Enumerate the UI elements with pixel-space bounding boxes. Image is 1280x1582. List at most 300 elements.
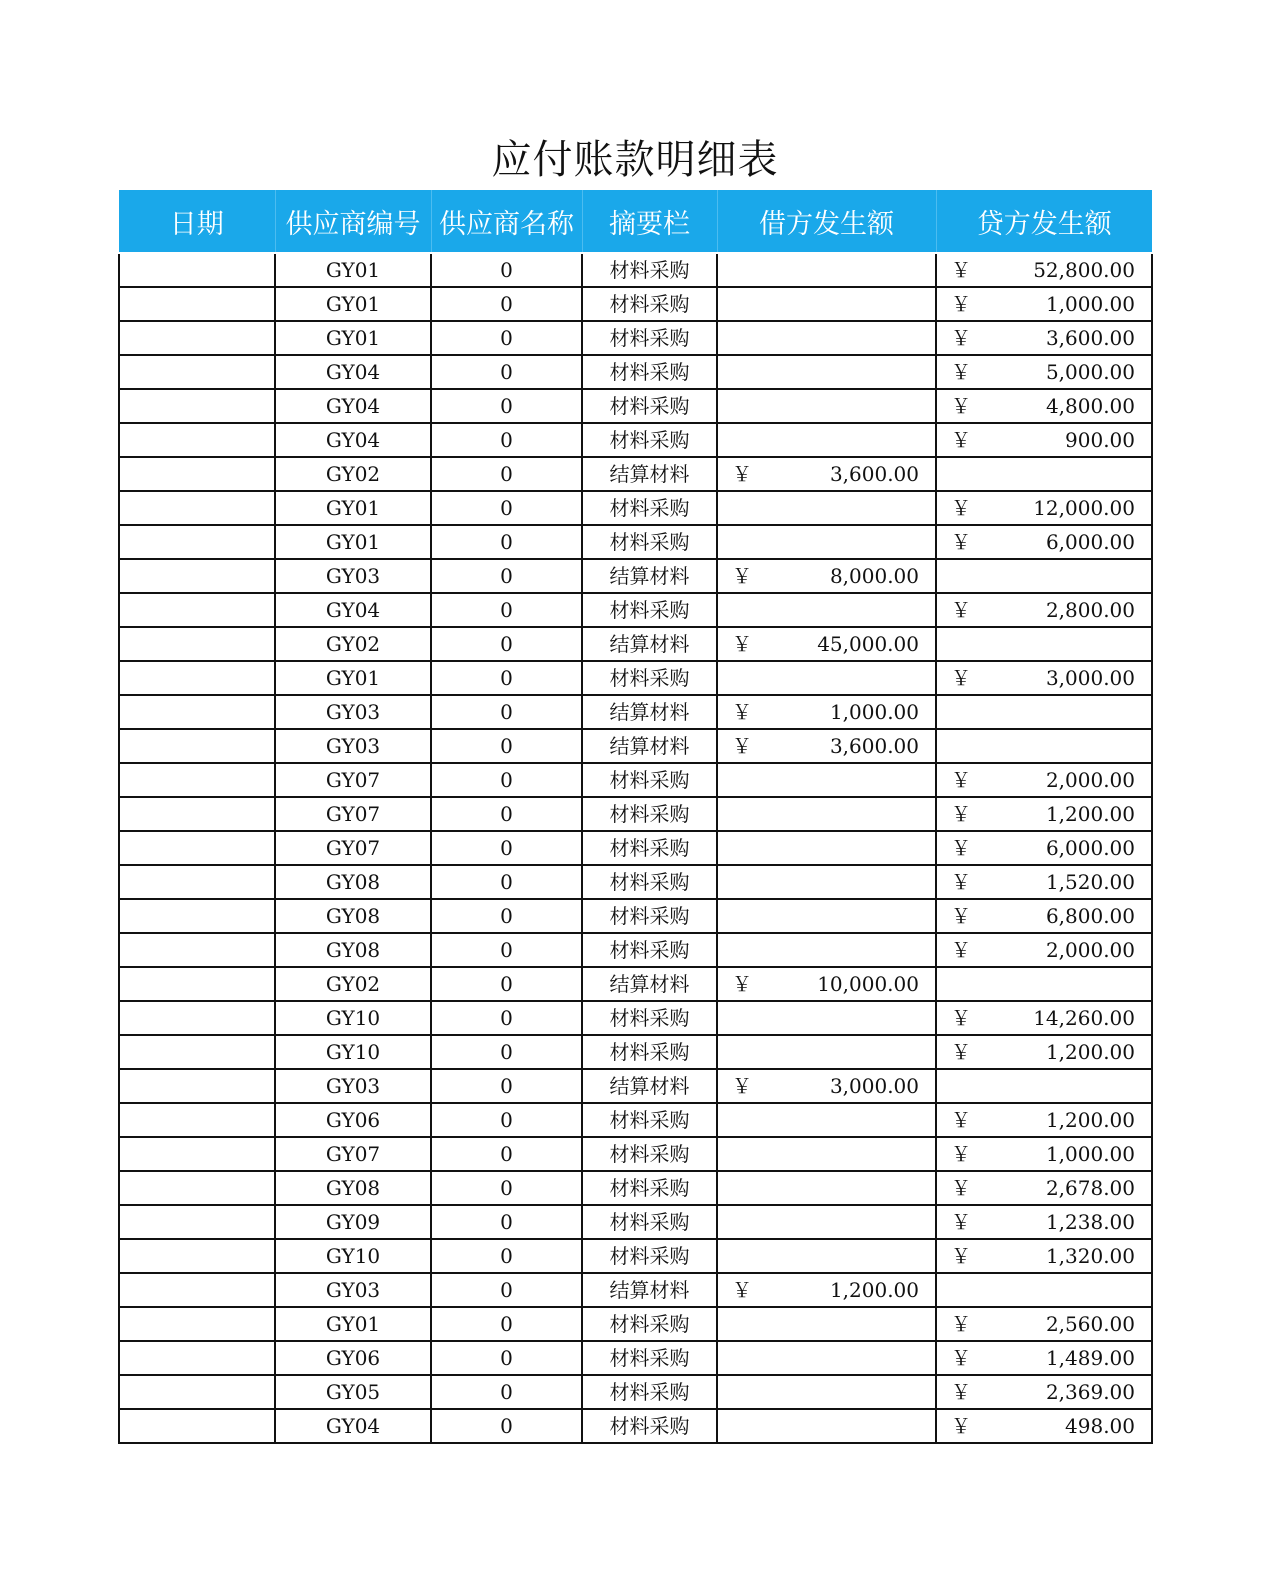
credit-currency-symbol: ￥ [951, 360, 971, 384]
supplier-name-cell[interactable]: 0 [431, 865, 582, 899]
summary-cell[interactable]: 材料采购 [582, 1205, 717, 1239]
credit-cell[interactable] [936, 1103, 1152, 1137]
date-cell[interactable] [119, 1239, 275, 1273]
supplier-code-cell[interactable]: GY04 [275, 389, 431, 423]
summary-cell[interactable]: 结算材料 [582, 1273, 717, 1307]
table-row [119, 1103, 1152, 1137]
supplier-name-cell[interactable]: 0 [431, 1069, 582, 1103]
table-row [119, 1341, 1152, 1375]
supplier-name-cell[interactable]: 0 [431, 355, 582, 389]
supplier-code-cell[interactable]: GY03 [275, 559, 431, 593]
table-row [119, 593, 1152, 627]
credit-amount: 1,000.00 [1045, 1142, 1135, 1166]
credit-currency-symbol: ￥ [951, 394, 971, 418]
supplier-name-cell[interactable]: 0 [431, 287, 582, 321]
accounts-payable-table [118, 190, 1153, 1444]
date-cell[interactable] [119, 729, 275, 763]
date-cell[interactable] [119, 1035, 275, 1069]
credit-cell[interactable] [936, 797, 1152, 831]
debit-amount: 10,000.00 [817, 972, 919, 996]
supplier-code-cell[interactable]: GY07 [275, 797, 431, 831]
supplier-name-cell[interactable]: 0 [431, 1307, 582, 1341]
date-cell[interactable] [119, 491, 275, 525]
credit-cell[interactable] [936, 1069, 1152, 1103]
debit-cell[interactable] [717, 1307, 936, 1341]
debit-cell[interactable] [717, 423, 936, 457]
credit-cell[interactable] [936, 525, 1152, 559]
date-cell[interactable] [119, 1341, 275, 1375]
date-cell[interactable] [119, 695, 275, 729]
summary-cell[interactable]: 材料采购 [582, 491, 717, 525]
credit-cell[interactable] [936, 763, 1152, 797]
date-cell[interactable] [119, 287, 275, 321]
supplier-name-cell[interactable]: 0 [431, 1035, 582, 1069]
credit-amount: 1,200.00 [1045, 802, 1135, 826]
supplier-code-cell[interactable]: GY04 [275, 355, 431, 389]
supplier-name-cell[interactable]: 0 [431, 729, 582, 763]
table-row [119, 457, 1152, 491]
supplier-name-cell[interactable]: 0 [431, 695, 582, 729]
supplier-code-cell[interactable]: GY08 [275, 899, 431, 933]
credit-currency-symbol: ￥ [951, 258, 971, 282]
date-cell[interactable] [119, 559, 275, 593]
date-cell[interactable] [119, 1069, 275, 1103]
summary-cell[interactable]: 结算材料 [582, 695, 717, 729]
date-cell[interactable] [119, 933, 275, 967]
supplier-name-cell[interactable]: 0 [431, 321, 582, 355]
credit-amount: 6,000.00 [1045, 530, 1135, 554]
summary-cell[interactable]: 材料采购 [582, 865, 717, 899]
summary-cell[interactable]: 材料采购 [582, 1307, 717, 1341]
credit-cell[interactable] [936, 1239, 1152, 1273]
table-row [119, 1409, 1152, 1443]
summary-cell[interactable]: 材料采购 [582, 525, 717, 559]
credit-amount: 1,000.00 [1045, 292, 1135, 316]
summary-cell[interactable]: 结算材料 [582, 457, 717, 491]
column-header-debit[interactable]: 借方发生额 [717, 190, 936, 253]
date-cell[interactable] [119, 1001, 275, 1035]
table-row [119, 423, 1152, 457]
column-header-supplier-name[interactable]: 供应商名称 [431, 190, 582, 253]
credit-currency-symbol: ￥ [951, 938, 971, 962]
credit-cell[interactable] [936, 627, 1152, 661]
credit-cell[interactable] [936, 1035, 1152, 1069]
supplier-name-cell[interactable]: 0 [431, 253, 582, 287]
supplier-code-cell[interactable]: GY04 [275, 1409, 431, 1443]
supplier-code-cell[interactable]: GY07 [275, 831, 431, 865]
credit-cell[interactable] [936, 559, 1152, 593]
date-cell[interactable] [119, 253, 275, 287]
supplier-name-cell[interactable]: 0 [431, 1239, 582, 1273]
supplier-code-cell[interactable]: GY08 [275, 933, 431, 967]
supplier-name-cell[interactable]: 0 [431, 1341, 582, 1375]
supplier-code-cell[interactable]: GY10 [275, 1239, 431, 1273]
credit-currency-symbol: ￥ [951, 1414, 971, 1438]
supplier-code-cell[interactable]: GY01 [275, 525, 431, 559]
supplier-name-cell[interactable]: 0 [431, 797, 582, 831]
credit-currency-symbol: ￥ [951, 768, 971, 792]
debit-cell[interactable] [717, 253, 936, 287]
credit-amount: 1,520.00 [1045, 870, 1135, 894]
supplier-code-cell[interactable]: GY07 [275, 1137, 431, 1171]
table-row [119, 1239, 1152, 1273]
debit-cell[interactable] [717, 1239, 936, 1273]
supplier-code-cell[interactable]: GY03 [275, 1069, 431, 1103]
credit-cell[interactable] [936, 355, 1152, 389]
supplier-code-cell[interactable]: GY01 [275, 491, 431, 525]
supplier-name-cell[interactable]: 0 [431, 525, 582, 559]
date-cell[interactable] [119, 1137, 275, 1171]
supplier-name-cell[interactable]: 0 [431, 1409, 582, 1443]
debit-cell[interactable] [717, 831, 936, 865]
debit-amount: 1,200.00 [829, 1278, 919, 1302]
column-header-date[interactable]: 日期 [119, 190, 275, 253]
credit-amount: 12,000.00 [1033, 496, 1135, 520]
date-cell[interactable] [119, 865, 275, 899]
debit-currency-symbol: ￥ [732, 462, 752, 486]
summary-cell[interactable]: 材料采购 [582, 1341, 717, 1375]
supplier-name-cell[interactable]: 0 [431, 1171, 582, 1205]
debit-cell[interactable] [717, 1103, 936, 1137]
debit-cell[interactable] [717, 695, 936, 729]
date-cell[interactable] [119, 593, 275, 627]
debit-cell[interactable] [717, 1409, 936, 1443]
summary-cell[interactable]: 材料采购 [582, 1171, 717, 1205]
credit-cell[interactable] [936, 695, 1152, 729]
date-cell[interactable] [119, 661, 275, 695]
debit-cell[interactable] [717, 593, 936, 627]
date-cell[interactable] [119, 1103, 275, 1137]
debit-cell[interactable] [717, 355, 936, 389]
credit-cell[interactable] [936, 729, 1152, 763]
summary-cell[interactable]: 结算材料 [582, 559, 717, 593]
summary-cell[interactable]: 材料采购 [582, 763, 717, 797]
date-cell[interactable] [119, 967, 275, 1001]
supplier-code-cell[interactable]: GY01 [275, 661, 431, 695]
credit-currency-symbol: ￥ [951, 1346, 971, 1370]
debit-cell[interactable] [717, 899, 936, 933]
supplier-code-cell[interactable]: GY06 [275, 1341, 431, 1375]
page-title: 应付账款明细表 [491, 137, 779, 183]
summary-cell[interactable]: 材料采购 [582, 321, 717, 355]
supplier-code-cell[interactable]: GY03 [275, 729, 431, 763]
debit-cell[interactable] [717, 1001, 936, 1035]
supplier-name-cell[interactable]: 0 [431, 831, 582, 865]
supplier-code-cell[interactable]: GY03 [275, 1273, 431, 1307]
summary-cell[interactable]: 材料采购 [582, 1103, 717, 1137]
supplier-name-cell[interactable]: 0 [431, 899, 582, 933]
credit-currency-symbol: ￥ [951, 1006, 971, 1030]
credit-currency-symbol: ￥ [951, 496, 971, 520]
debit-currency-symbol: ￥ [732, 972, 752, 996]
debit-cell[interactable] [717, 661, 936, 695]
debit-cell[interactable] [717, 1375, 936, 1409]
credit-cell[interactable] [936, 1375, 1152, 1409]
credit-amount: 2,800.00 [1045, 598, 1135, 622]
credit-currency-symbol: ￥ [951, 1210, 971, 1234]
summary-cell[interactable]: 结算材料 [582, 627, 717, 661]
credit-cell[interactable] [936, 933, 1152, 967]
debit-cell[interactable] [717, 321, 936, 355]
supplier-code-cell[interactable]: GY02 [275, 967, 431, 1001]
supplier-code-cell[interactable]: GY01 [275, 1307, 431, 1341]
debit-cell[interactable] [717, 559, 936, 593]
table-row [119, 559, 1152, 593]
credit-cell[interactable] [936, 1341, 1152, 1375]
supplier-name-cell[interactable]: 0 [431, 389, 582, 423]
table-row [119, 865, 1152, 899]
debit-currency-symbol: ￥ [732, 1074, 752, 1098]
credit-amount: 1,200.00 [1045, 1040, 1135, 1064]
table-row [119, 355, 1152, 389]
supplier-code-cell[interactable]: GY08 [275, 1171, 431, 1205]
credit-cell[interactable] [936, 389, 1152, 423]
credit-amount: 2,000.00 [1045, 768, 1135, 792]
supplier-name-cell[interactable]: 0 [431, 933, 582, 967]
supplier-name-cell[interactable]: 0 [431, 967, 582, 1001]
table-body [119, 253, 1152, 1443]
credit-cell[interactable] [936, 1307, 1152, 1341]
credit-cell[interactable] [936, 661, 1152, 695]
supplier-name-cell[interactable]: 0 [431, 457, 582, 491]
debit-cell[interactable] [717, 457, 936, 491]
debit-cell[interactable] [717, 525, 936, 559]
credit-cell[interactable] [936, 1273, 1152, 1307]
credit-cell[interactable] [936, 287, 1152, 321]
supplier-name-cell[interactable]: 0 [431, 627, 582, 661]
summary-cell[interactable]: 材料采购 [582, 661, 717, 695]
supplier-name-cell[interactable]: 0 [431, 1375, 582, 1409]
date-cell[interactable] [119, 1409, 275, 1443]
summary-cell[interactable]: 材料采购 [582, 831, 717, 865]
debit-cell[interactable] [717, 1205, 936, 1239]
supplier-code-cell[interactable]: GY09 [275, 1205, 431, 1239]
supplier-code-cell[interactable]: GY10 [275, 1035, 431, 1069]
credit-cell[interactable] [936, 1137, 1152, 1171]
date-cell[interactable] [119, 1307, 275, 1341]
summary-cell[interactable]: 材料采购 [582, 389, 717, 423]
debit-cell[interactable] [717, 1273, 936, 1307]
credit-amount: 2,369.00 [1045, 1380, 1135, 1404]
credit-amount: 1,320.00 [1045, 1244, 1135, 1268]
credit-cell[interactable] [936, 1409, 1152, 1443]
column-header-credit[interactable]: 贷方发生额 [936, 190, 1152, 253]
debit-cell[interactable] [717, 1171, 936, 1205]
date-cell[interactable] [119, 831, 275, 865]
supplier-code-cell[interactable]: GY03 [275, 695, 431, 729]
credit-currency-symbol: ￥ [951, 428, 971, 452]
supplier-code-cell[interactable]: GY08 [275, 865, 431, 899]
debit-cell[interactable] [717, 1341, 936, 1375]
debit-cell[interactable] [717, 1035, 936, 1069]
credit-cell[interactable] [936, 1171, 1152, 1205]
debit-amount: 1,000.00 [829, 700, 919, 724]
debit-currency-symbol: ￥ [732, 632, 752, 656]
credit-amount: 14,260.00 [1033, 1006, 1135, 1030]
supplier-name-cell[interactable]: 0 [431, 593, 582, 627]
table-row [119, 1137, 1152, 1171]
credit-amount: 2,678.00 [1045, 1176, 1135, 1200]
debit-amount: 3,600.00 [829, 734, 919, 758]
credit-currency-symbol: ￥ [951, 530, 971, 554]
debit-cell[interactable] [717, 491, 936, 525]
summary-cell[interactable]: 材料采购 [582, 287, 717, 321]
debit-cell[interactable] [717, 865, 936, 899]
table-row [119, 797, 1152, 831]
debit-amount: 3,600.00 [829, 462, 919, 486]
summary-cell[interactable]: 材料采购 [582, 933, 717, 967]
credit-currency-symbol: ￥ [951, 1040, 971, 1064]
debit-cell[interactable] [717, 1137, 936, 1171]
summary-cell[interactable]: 材料采购 [582, 1137, 717, 1171]
supplier-code-cell[interactable]: GY04 [275, 593, 431, 627]
supplier-name-cell[interactable]: 0 [431, 491, 582, 525]
credit-cell[interactable] [936, 967, 1152, 1001]
supplier-code-cell[interactable]: GY02 [275, 627, 431, 661]
supplier-name-cell[interactable]: 0 [431, 423, 582, 457]
credit-currency-symbol: ￥ [951, 870, 971, 894]
table-row [119, 1069, 1152, 1103]
debit-amount: 8,000.00 [829, 564, 919, 588]
summary-cell[interactable]: 结算材料 [582, 967, 717, 1001]
summary-cell[interactable]: 材料采购 [582, 355, 717, 389]
column-header-supplier-code[interactable]: 供应商编号 [275, 190, 431, 253]
credit-currency-symbol: ￥ [951, 1142, 971, 1166]
table-row [119, 321, 1152, 355]
summary-cell[interactable]: 材料采购 [582, 1239, 717, 1273]
date-cell[interactable] [119, 389, 275, 423]
summary-cell[interactable]: 材料采购 [582, 1375, 717, 1409]
credit-currency-symbol: ￥ [951, 1312, 971, 1336]
credit-currency-symbol: ￥ [951, 292, 971, 316]
credit-cell[interactable] [936, 321, 1152, 355]
column-header-summary[interactable]: 摘要栏 [582, 190, 717, 253]
debit-cell[interactable] [717, 627, 936, 661]
table-row [119, 525, 1152, 559]
supplier-code-cell[interactable]: GY10 [275, 1001, 431, 1035]
date-cell[interactable] [119, 423, 275, 457]
summary-cell[interactable]: 结算材料 [582, 729, 717, 763]
credit-currency-symbol: ￥ [951, 598, 971, 622]
credit-amount: 2,560.00 [1045, 1312, 1135, 1336]
supplier-code-cell[interactable]: GY01 [275, 321, 431, 355]
table-row [119, 831, 1152, 865]
summary-cell[interactable]: 材料采购 [582, 253, 717, 287]
supplier-name-cell[interactable]: 0 [431, 1001, 582, 1035]
date-cell[interactable] [119, 1205, 275, 1239]
credit-cell[interactable] [936, 457, 1152, 491]
debit-cell[interactable] [717, 967, 936, 1001]
debit-cell[interactable] [717, 797, 936, 831]
table-row [119, 661, 1152, 695]
supplier-code-cell[interactable]: GY05 [275, 1375, 431, 1409]
date-cell[interactable] [119, 321, 275, 355]
debit-cell[interactable] [717, 389, 936, 423]
supplier-name-cell[interactable]: 0 [431, 1137, 582, 1171]
credit-amount: 6,800.00 [1045, 904, 1135, 928]
credit-amount: 1,200.00 [1045, 1108, 1135, 1132]
credit-cell[interactable] [936, 1001, 1152, 1035]
credit-amount: 3,000.00 [1045, 666, 1135, 690]
credit-cell[interactable] [936, 899, 1152, 933]
credit-cell[interactable] [936, 593, 1152, 627]
credit-currency-symbol: ￥ [951, 326, 971, 350]
table-row [119, 933, 1152, 967]
supplier-name-cell[interactable]: 0 [431, 1273, 582, 1307]
debit-cell[interactable] [717, 287, 936, 321]
supplier-code-cell[interactable]: GY02 [275, 457, 431, 491]
credit-cell[interactable] [936, 865, 1152, 899]
supplier-code-cell[interactable]: GY07 [275, 763, 431, 797]
date-cell[interactable] [119, 1273, 275, 1307]
date-cell[interactable] [119, 457, 275, 491]
debit-cell[interactable] [717, 1069, 936, 1103]
credit-amount: 1,238.00 [1045, 1210, 1135, 1234]
date-cell[interactable] [119, 525, 275, 559]
summary-cell[interactable]: 材料采购 [582, 1409, 717, 1443]
debit-amount: 45,000.00 [817, 632, 919, 656]
summary-cell[interactable]: 材料采购 [582, 797, 717, 831]
credit-amount: 900.00 [1065, 428, 1135, 452]
credit-amount: 2,000.00 [1045, 938, 1135, 962]
table-row [119, 967, 1152, 1001]
supplier-code-cell[interactable]: GY01 [275, 287, 431, 321]
date-cell[interactable] [119, 797, 275, 831]
summary-cell[interactable]: 材料采购 [582, 423, 717, 457]
date-cell[interactable] [119, 1171, 275, 1205]
supplier-name-cell[interactable]: 0 [431, 1103, 582, 1137]
credit-currency-symbol: ￥ [951, 904, 971, 928]
date-cell[interactable] [119, 627, 275, 661]
credit-cell[interactable] [936, 423, 1152, 457]
date-cell[interactable] [119, 1375, 275, 1409]
table-row [119, 1273, 1152, 1307]
debit-cell[interactable] [717, 763, 936, 797]
date-cell[interactable] [119, 899, 275, 933]
credit-cell[interactable] [936, 491, 1152, 525]
summary-cell[interactable]: 材料采购 [582, 1035, 717, 1069]
table-row [119, 1171, 1152, 1205]
summary-cell[interactable]: 材料采购 [582, 593, 717, 627]
credit-cell[interactable] [936, 831, 1152, 865]
summary-cell[interactable]: 材料采购 [582, 1001, 717, 1035]
supplier-name-cell[interactable]: 0 [431, 559, 582, 593]
credit-amount: 6,000.00 [1045, 836, 1135, 860]
credit-cell[interactable] [936, 253, 1152, 287]
summary-cell[interactable]: 结算材料 [582, 1069, 717, 1103]
header-row [119, 190, 1152, 253]
supplier-name-cell[interactable]: 0 [431, 1205, 582, 1239]
table-row [119, 1205, 1152, 1239]
table-row [119, 1035, 1152, 1069]
date-cell[interactable] [119, 355, 275, 389]
supplier-code-cell[interactable]: GY04 [275, 423, 431, 457]
table-row [119, 899, 1152, 933]
debit-cell[interactable] [717, 729, 936, 763]
debit-cell[interactable] [717, 933, 936, 967]
credit-cell[interactable] [936, 1205, 1152, 1239]
credit-currency-symbol: ￥ [951, 1244, 971, 1268]
supplier-code-cell[interactable]: GY01 [275, 253, 431, 287]
supplier-code-cell[interactable]: GY06 [275, 1103, 431, 1137]
supplier-name-cell[interactable]: 0 [431, 661, 582, 695]
credit-amount: 1,489.00 [1045, 1346, 1135, 1370]
summary-cell[interactable]: 材料采购 [582, 899, 717, 933]
date-cell[interactable] [119, 763, 275, 797]
table-row [119, 1307, 1152, 1341]
credit-currency-symbol: ￥ [951, 802, 971, 826]
supplier-name-cell[interactable]: 0 [431, 763, 582, 797]
